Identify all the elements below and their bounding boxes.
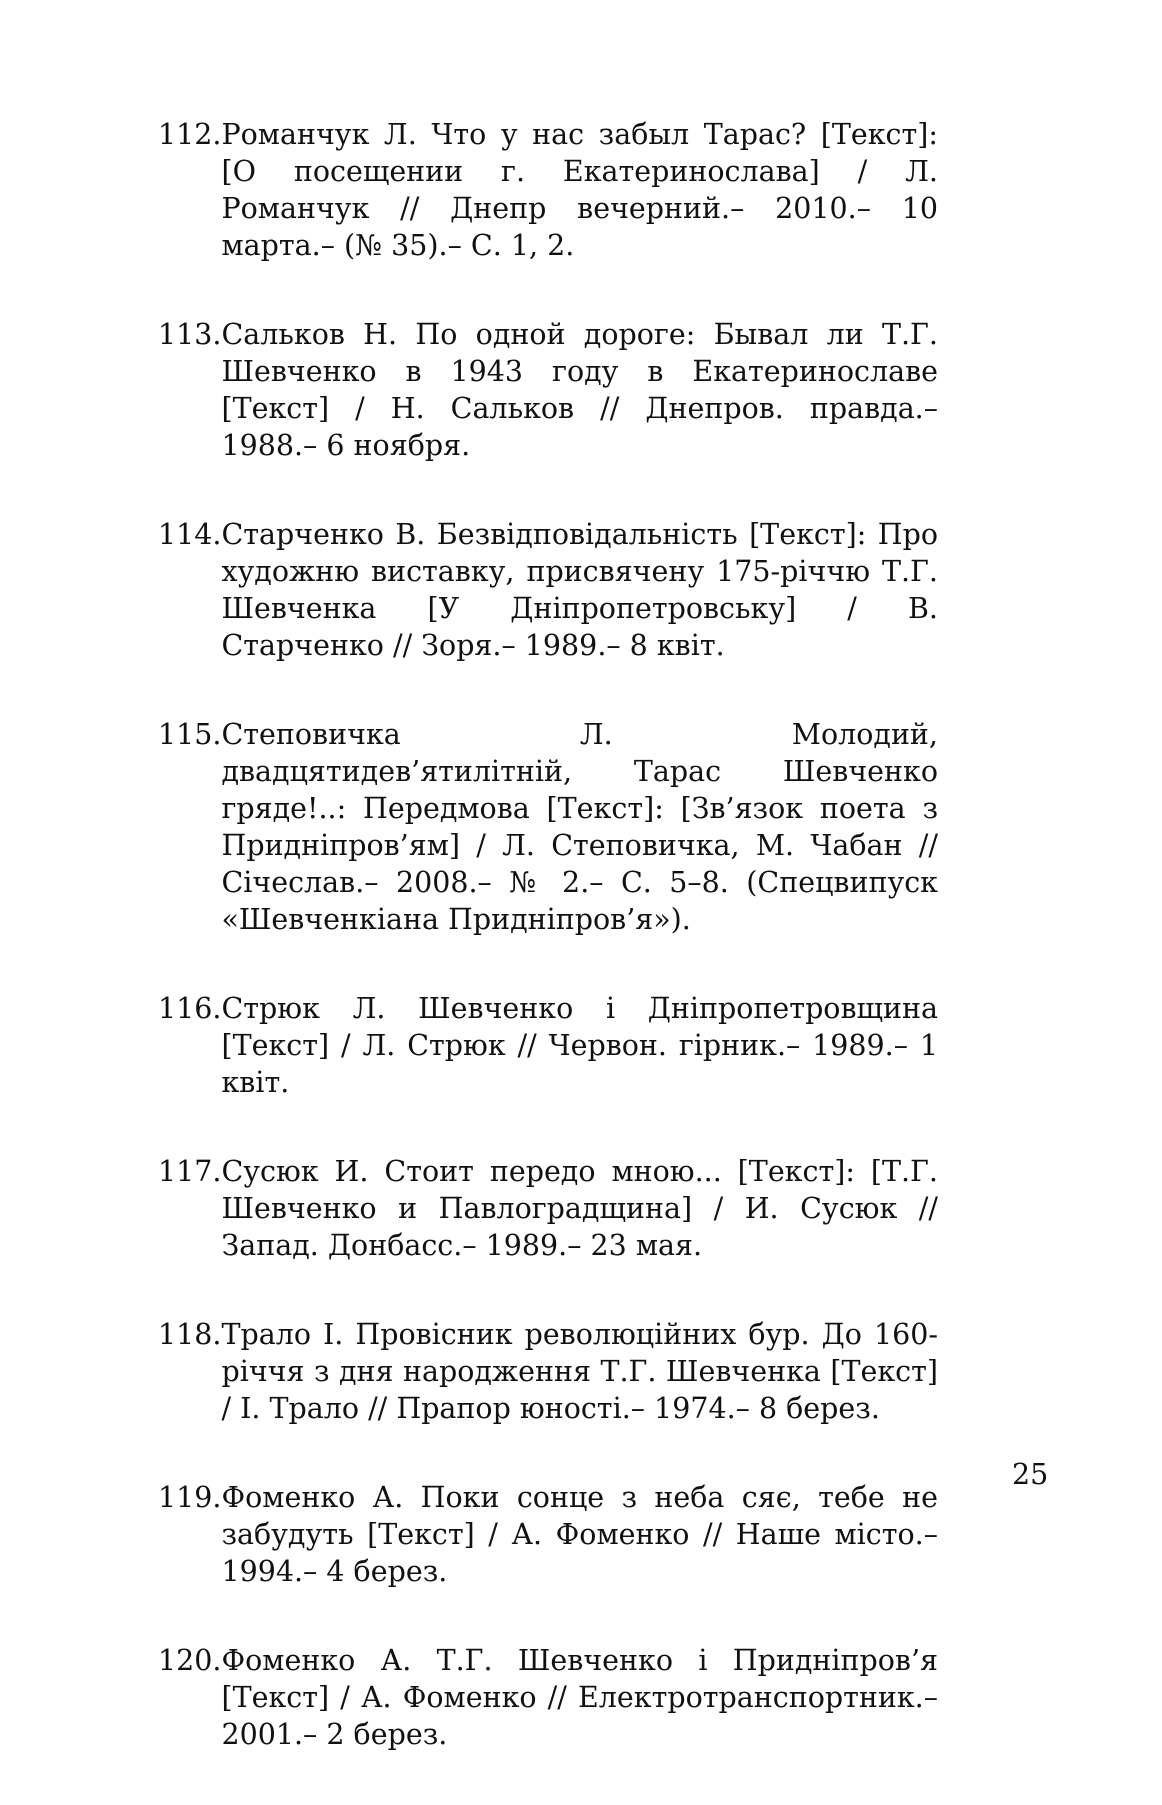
entry-text: Стрюк Л. Шевченко і Дніпропетровщина [Текст] / Л. Стрюк // Червон. гірник.– 1989.– 1 квіт. xyxy=(221,992,938,1099)
entry-number: 117. xyxy=(158,1155,222,1188)
bibliography-entry xyxy=(158,316,938,464)
entry-number: 119. xyxy=(158,1481,222,1514)
entry-text: Романчук Л. Что у нас забыл Тарас? [Текст]: [О посещении г. Екатеринослава] / Л. Романчук // Днепр вечерний.– 2010.– 10 марта.– (№ 35).– С. 1, 2. xyxy=(221,118,938,262)
entry-number: 115. xyxy=(158,718,222,751)
bibliography-entry xyxy=(158,1153,938,1264)
entry-number: 113. xyxy=(158,318,222,351)
bibliography-entry xyxy=(158,116,938,264)
entry-text: Трало І. Провісник революційних бур. До 160-річчя з дня народження Т.Г. Шевченка [Текст] / І. Трало // Прапор юності.– 1974.– 8 берез. xyxy=(221,1318,938,1425)
entry-number: 118. xyxy=(158,1318,222,1351)
bibliography-entry xyxy=(158,1316,938,1427)
entry-number: 112. xyxy=(158,118,222,151)
page-number: 25 xyxy=(1012,1458,1049,1491)
entry-text: Сальков Н. По одной дороге: Бывал ли Т.Г. Шевченко в 1943 году в Екатеринославе [Текст] / Н. Сальков // Днепров. правда.– 1988.– 6 ноября. xyxy=(221,318,938,462)
bibliography-list xyxy=(158,116,938,1805)
entry-number: 116. xyxy=(158,992,222,1025)
bibliography-entry xyxy=(158,516,938,664)
bibliography-entry xyxy=(158,1642,938,1753)
bibliography-entry xyxy=(158,716,938,938)
entry-text: Старченко В. Безвідповідальність [Текст]: Про художню виставку, присвячену 175-річчю Т.Г. Шевченка [У Дніпропетровську] / В. Старченко // Зоря.– 1989.– 8 квіт. xyxy=(221,518,938,662)
entry-text: Фоменко А. Т.Г. Шевченко і Придніпров’я [Текст] / А. Фоменко // Електротранспортник.– 2001.– 2 берез. xyxy=(221,1644,938,1751)
entry-number: 114. xyxy=(158,518,222,551)
entry-text: Степовичка Л. Молодий, двадцятидев’ятилітній, Тарас Шевченко гряде!..: Передмова [Текст]: [Зв’язок поета з Придніпров’ям] / Л. Степовичка, М. Чабан // Січеслав.– 2008.– № 2.– С. 5–8. (Спецвипуск «Шевченкіана Придніпров’я»). xyxy=(221,718,938,936)
bibliography-entry xyxy=(158,990,938,1101)
entry-text: Фоменко А. Поки сонце з неба сяє, тебе не забудуть [Текст] / А. Фоменко // Наше місто.– 1994.– 4 берез. xyxy=(221,1481,938,1588)
bibliography-entry xyxy=(158,1479,938,1590)
entry-number: 120. xyxy=(158,1644,222,1677)
entry-text: Сусюк И. Стоит передо мною... [Текст]: [Т.Г. Шевченко и Павлоградщина] / И. Сусюк // Запад. Донбасс.– 1989.– 23 мая. xyxy=(221,1155,938,1262)
